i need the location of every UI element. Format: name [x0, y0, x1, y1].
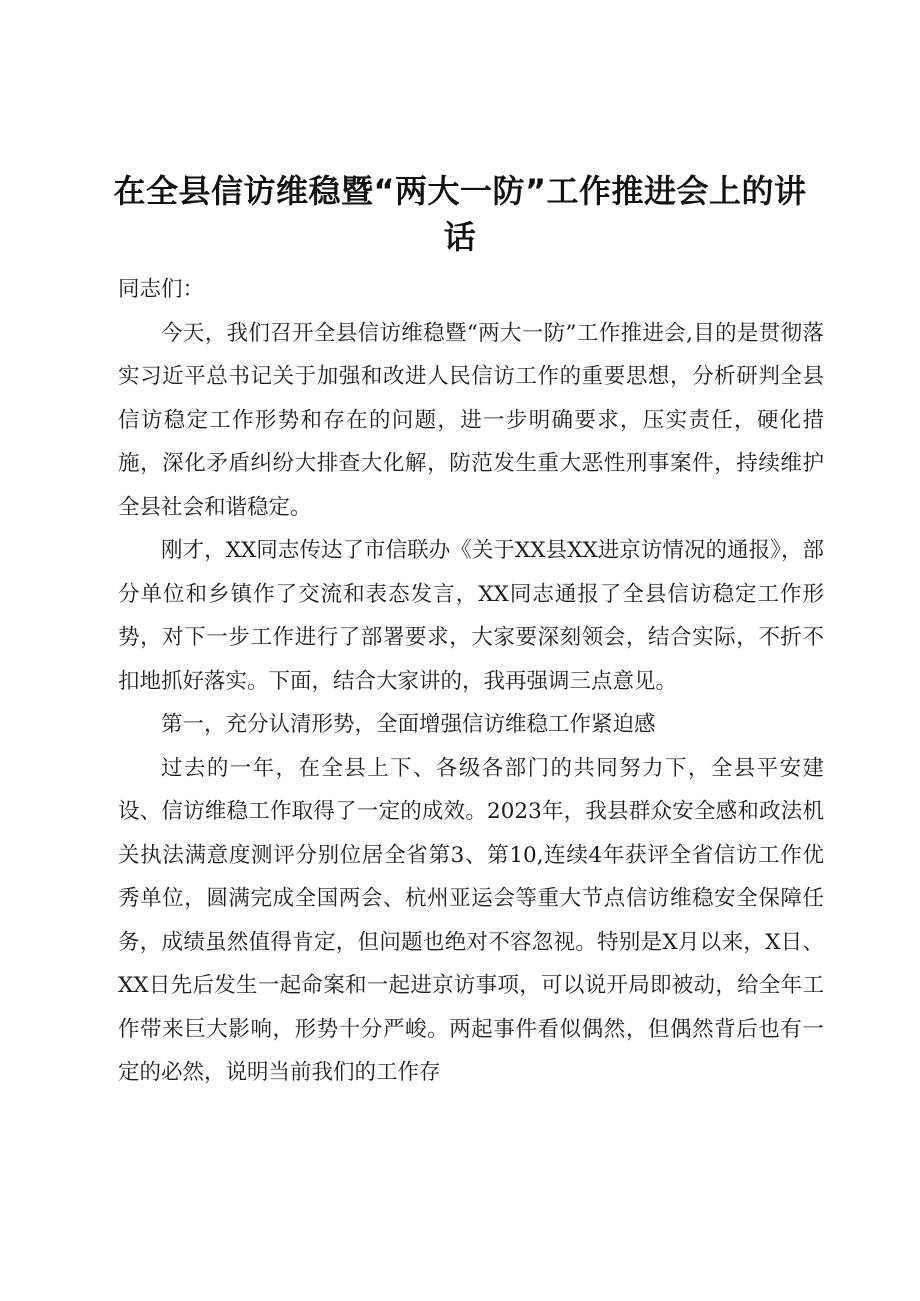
- section-heading-first: 第一，充分认清形势，全面增强信访维稳工作紧迫感: [161, 712, 656, 737]
- salutation: 同志们：: [118, 277, 205, 302]
- paragraph-opening: 今天，我们召开全县信访维稳暨“两大一防”工作推进会,目的是贯彻落实习近平总书记关于加强和改进人民信访工作的重要思想，分析研判全县信访稳定工作形势和存在的问题，进一步明确要求，压实责任，硬化措施，深化矛盾纠纷大排查大化解，防范发生重大恶性刑事案件，持续维护全县社会和谐稳定。: [118, 320, 824, 520]
- document-title: 在全县信访维稳暨“两大一防”工作推进会上的讲话: [113, 172, 807, 256]
- document-body: [118, 268, 824, 1095]
- paragraph-situation: 过去的一年，在全县上下、各级各部门的共同努力下，全县平安建设、信访维稳工作取得了一定的成效。2023年，我县群众安全感和政法机关执法满意度测评分别位居全省第3、第10,连续4年获评全省信访工作优秀单位，圆满完成全国两会、杭州亚运会等重大节点信访维稳安全保障任务，成绩虽然值得肯定，但问题也绝对不容忽视。特别是X月以来，X日、XX日先后发生一起命案和一起进京访事项，可以说开局即被动，给全年工作带来巨大影响，形势十分严峻。两起事件看似偶然，但偶然背后也有一定的必然，说明当前我们的工作存: [118, 755, 824, 1085]
- paragraph-briefing: 刚才，XX同志传达了市信联办《关于XX县XX进京访情况的通报》，部分单位和乡镇作了交流和表态发言，XX同志通报了全县信访稳定工作形势，对下一步工作进行了部署要求，大家要深刻领会，结合实际，不折不扣地抓好落实。下面，结合大家讲的，我再强调三点意见。: [118, 538, 824, 694]
